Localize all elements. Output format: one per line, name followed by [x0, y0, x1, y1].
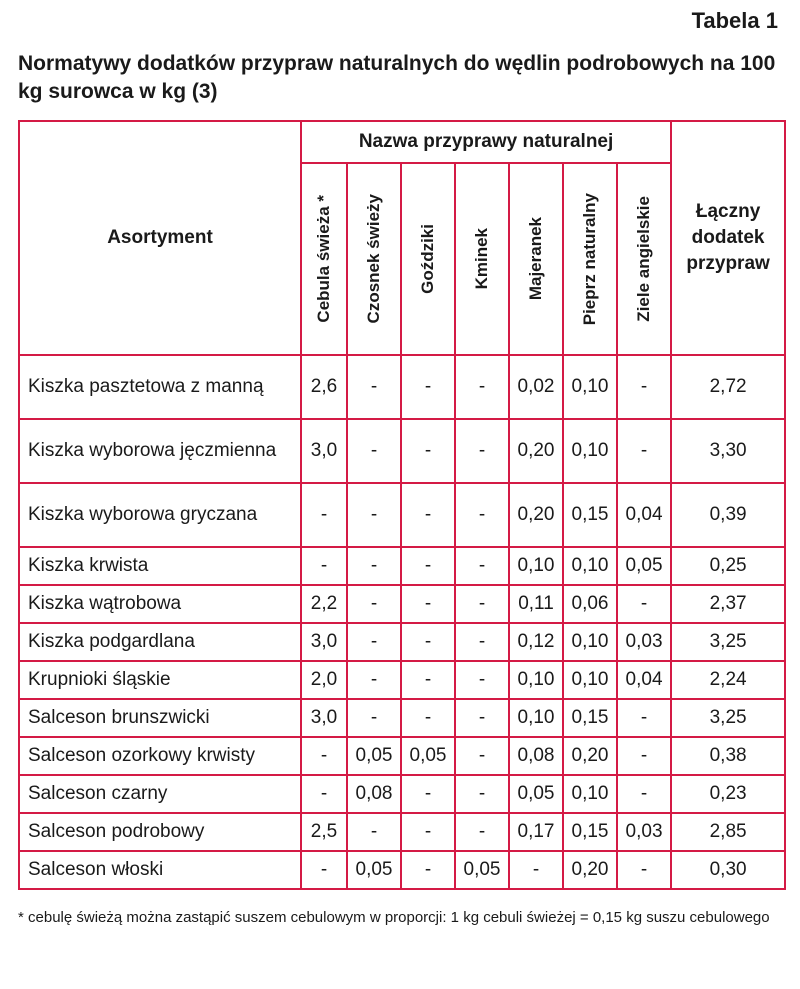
spice-value-cell: 0,05	[455, 851, 509, 889]
total-value-cell: 3,25	[671, 699, 785, 737]
assortment-name: Salceson włoski	[19, 851, 301, 889]
table-row	[19, 851, 785, 889]
spice-value-cell: -	[509, 851, 563, 889]
total-value-cell: 2,72	[671, 355, 785, 419]
total-value-cell: 3,25	[671, 623, 785, 661]
spice-value-cell: 2,6	[301, 355, 347, 419]
spice-value-cell: -	[401, 699, 455, 737]
spice-value-cell: 0,10	[563, 547, 617, 585]
spice-value-cell: 0,12	[509, 623, 563, 661]
spice-value-cell: -	[617, 737, 671, 775]
table-caption: Normatywy dodatków przypraw naturalnych do wędlin podrobowych na 100 kg surowca w kg (3)	[18, 52, 776, 103]
spice-value-cell: -	[301, 851, 347, 889]
table-number-label: Tabela 1	[691, 8, 778, 33]
spice-value-cell: 0,04	[617, 483, 671, 547]
spice-value-cell: 3,0	[301, 623, 347, 661]
spice-value-cell: -	[401, 775, 455, 813]
table-row	[19, 419, 785, 483]
spice-value-cell: 0,05	[509, 775, 563, 813]
assortment-name: Salceson podrobowy	[19, 813, 301, 851]
spice-value-cell: -	[455, 585, 509, 623]
spice-value-cell: 3,0	[301, 419, 347, 483]
spice-value-cell: 0,20	[509, 483, 563, 547]
spice-value-cell: 0,10	[563, 623, 617, 661]
spice-value-cell: 0,05	[617, 547, 671, 585]
spice-value-cell: -	[401, 623, 455, 661]
spice-value-cell: -	[617, 699, 671, 737]
spice-value-cell: 0,10	[509, 699, 563, 737]
spice-header	[563, 163, 617, 355]
spice-header-label: Goździki	[418, 224, 437, 294]
table-body	[19, 355, 785, 889]
spice-value-cell: -	[347, 585, 401, 623]
spice-value-cell: 0,10	[509, 661, 563, 699]
spice-value-cell: -	[455, 419, 509, 483]
spice-value-cell: 0,20	[563, 737, 617, 775]
total-header: Łączny dodatek przypraw	[671, 121, 785, 355]
spice-value-cell: -	[401, 483, 455, 547]
spice-value-cell: -	[455, 483, 509, 547]
spice-value-cell: -	[455, 661, 509, 699]
spice-header	[509, 163, 563, 355]
spice-header-label: Ziele angielskie	[634, 196, 654, 322]
assortment-name: Kiszka pasztetowa z manną	[19, 355, 301, 419]
spice-value-cell: -	[301, 737, 347, 775]
spice-header	[617, 163, 671, 355]
spice-value-cell: -	[455, 547, 509, 585]
assortment-name: Salceson brunszwicki	[19, 699, 301, 737]
spice-header	[401, 163, 455, 355]
spice-value-cell: -	[617, 585, 671, 623]
total-value-cell: 2,85	[671, 813, 785, 851]
spice-value-cell: -	[301, 547, 347, 585]
spice-value-cell: -	[455, 813, 509, 851]
spice-value-cell: -	[617, 851, 671, 889]
assortment-name: Salceson ozorkowy krwisty	[19, 737, 301, 775]
spice-header-label: Cebula świeża *	[314, 195, 333, 323]
spice-value-cell: 0,10	[563, 355, 617, 419]
spice-value-cell: -	[455, 355, 509, 419]
spice-value-cell: 3,0	[301, 699, 347, 737]
spice-value-cell: 0,06	[563, 585, 617, 623]
assortment-name: Salceson czarny	[19, 775, 301, 813]
assortment-header: Asortyment	[19, 121, 301, 355]
spice-value-cell: 0,15	[563, 699, 617, 737]
spice-value-cell: -	[455, 623, 509, 661]
table-row	[19, 737, 785, 775]
assortment-name: Kiszka wyborowa gryczana	[19, 483, 301, 547]
spice-value-cell: 0,08	[347, 775, 401, 813]
spice-value-cell: -	[347, 419, 401, 483]
spice-value-cell: -	[401, 813, 455, 851]
spice-value-cell: -	[401, 851, 455, 889]
spice-header	[347, 163, 401, 355]
spice-value-cell: 0,03	[617, 813, 671, 851]
spice-value-cell: 0,20	[509, 419, 563, 483]
total-value-cell: 2,24	[671, 661, 785, 699]
spice-value-cell: -	[401, 547, 455, 585]
table-footnote: * cebulę świeżą można zastąpić suszem cebulowym w proporcji: 1 kg cebuli świeżej = 0,15 kg suszu cebulowego	[18, 909, 770, 926]
table-row	[19, 775, 785, 813]
spice-value-cell: -	[401, 661, 455, 699]
spice-value-cell: 0,15	[563, 483, 617, 547]
spice-value-cell: -	[347, 483, 401, 547]
spice-value-cell: 0,08	[509, 737, 563, 775]
spice-value-cell: -	[455, 737, 509, 775]
spice-value-cell: -	[401, 585, 455, 623]
spice-value-cell: -	[401, 355, 455, 419]
spice-value-cell: -	[455, 775, 509, 813]
spice-header-label: Majeranek	[526, 217, 545, 301]
spice-value-cell: -	[347, 547, 401, 585]
spice-value-cell: 2,0	[301, 661, 347, 699]
spice-norms-table	[18, 120, 786, 890]
spice-value-cell: 0,02	[509, 355, 563, 419]
table-row	[19, 355, 785, 419]
spice-value-cell: 0,05	[401, 737, 455, 775]
spice-header-label: Kminek	[472, 228, 491, 290]
total-value-cell: 0,38	[671, 737, 785, 775]
spice-value-cell: -	[347, 813, 401, 851]
total-value-cell: 0,23	[671, 775, 785, 813]
spice-value-cell: 0,10	[509, 547, 563, 585]
spice-value-cell: 0,15	[563, 813, 617, 851]
spice-group-header: Nazwa przyprawy naturalnej	[301, 121, 671, 163]
spice-value-cell: 0,11	[509, 585, 563, 623]
spice-value-cell: -	[401, 419, 455, 483]
spice-value-cell: -	[455, 699, 509, 737]
total-value-cell: 2,37	[671, 585, 785, 623]
total-value-cell: 0,30	[671, 851, 785, 889]
spice-value-cell: -	[347, 661, 401, 699]
assortment-name: Krupnioki śląskie	[19, 661, 301, 699]
spice-value-cell: 0,04	[617, 661, 671, 699]
assortment-name: Kiszka wątrobowa	[19, 585, 301, 623]
table-row	[19, 623, 785, 661]
spice-header-label: Pieprz naturalny	[580, 192, 599, 326]
spice-value-cell: -	[347, 699, 401, 737]
assortment-name: Kiszka wyborowa jęczmienna	[19, 419, 301, 483]
spice-value-cell: 0,10	[563, 775, 617, 813]
table-row	[19, 483, 785, 547]
table-row	[19, 661, 785, 699]
spice-header	[301, 163, 347, 355]
assortment-name: Kiszka podgardlana	[19, 623, 301, 661]
table-row	[19, 699, 785, 737]
spice-value-cell: -	[347, 623, 401, 661]
spice-value-cell: 0,10	[563, 661, 617, 699]
spice-header-label: Czosnek świeży	[364, 194, 383, 324]
spice-value-cell: -	[301, 483, 347, 547]
spice-value-cell: -	[347, 355, 401, 419]
spice-value-cell: -	[617, 775, 671, 813]
spice-value-cell: 0,20	[563, 851, 617, 889]
total-value-cell: 0,25	[671, 547, 785, 585]
spice-value-cell: -	[301, 775, 347, 813]
spice-value-cell: -	[617, 419, 671, 483]
spice-value-cell: 0,10	[563, 419, 617, 483]
total-value-cell: 3,30	[671, 419, 785, 483]
spice-value-cell: 2,5	[301, 813, 347, 851]
table-row	[19, 585, 785, 623]
assortment-name: Kiszka krwista	[19, 547, 301, 585]
spice-value-cell: 0,03	[617, 623, 671, 661]
spice-value-cell: 0,05	[347, 737, 401, 775]
total-value-cell: 0,39	[671, 483, 785, 547]
spice-header	[455, 163, 509, 355]
spice-value-cell: 0,05	[347, 851, 401, 889]
table-header	[19, 121, 785, 355]
table-row	[19, 813, 785, 851]
spice-value-cell: 2,2	[301, 585, 347, 623]
table-row	[19, 547, 785, 585]
spice-value-cell: -	[617, 355, 671, 419]
spice-value-cell: 0,17	[509, 813, 563, 851]
